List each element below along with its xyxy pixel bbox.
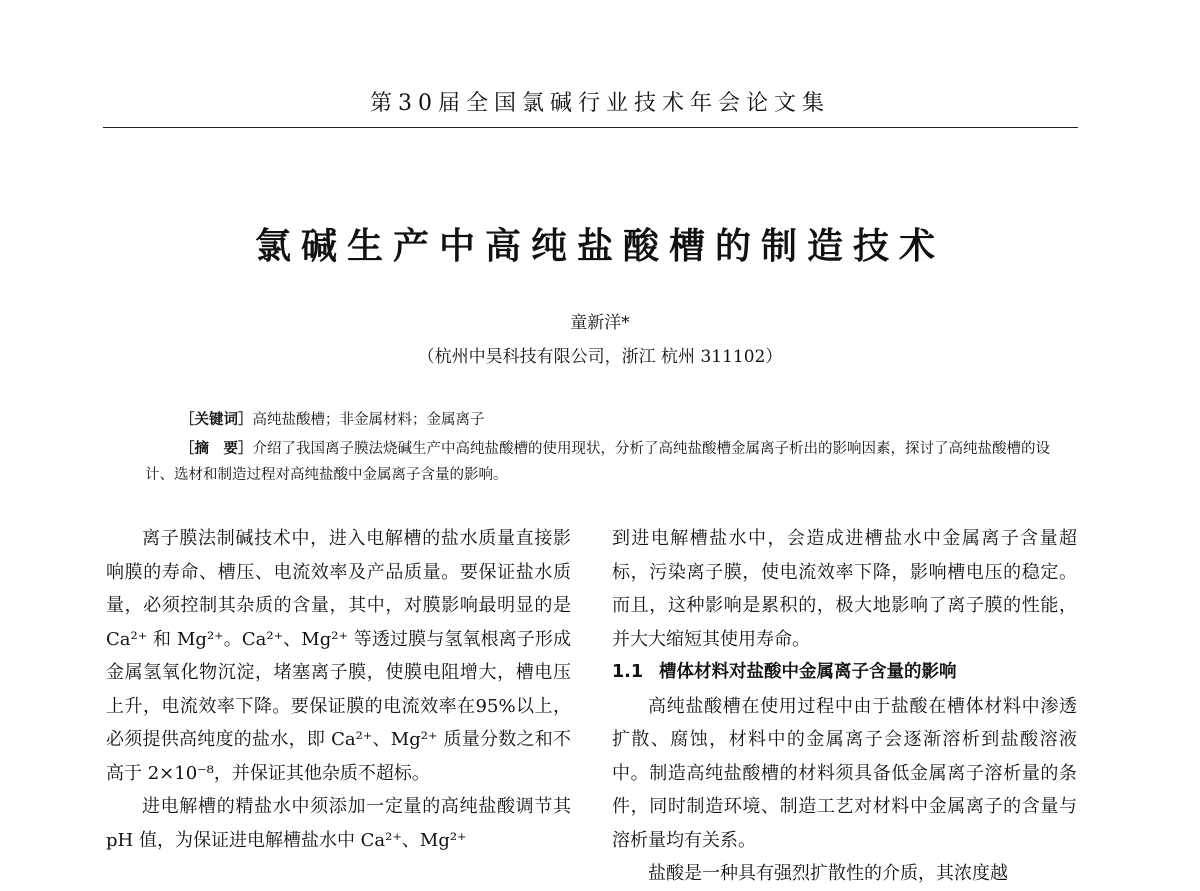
section-number: 1.1 bbox=[612, 662, 644, 682]
author-name: 童新洋* bbox=[570, 313, 630, 333]
body-column-right bbox=[612, 522, 1077, 891]
body-column-left bbox=[106, 522, 571, 857]
keywords-label: ［关键词］ bbox=[180, 412, 253, 428]
running-header: 第30届全国氯碱行业技术年会论文集 bbox=[370, 91, 830, 116]
author-affiliation: （杭州中昊科技有限公司，浙江 杭州 311102） bbox=[417, 347, 783, 367]
body-paragraph: 盐酸是一种具有强烈扩散性的介质，其浓度越 bbox=[648, 863, 1008, 884]
abstract-block bbox=[145, 436, 1055, 488]
abstract-text: 介绍了我国离子膜法烧碱生产中高纯盐酸槽的使用现状，分析了高纯盐酸槽金属离子析出的影响因素，探讨了高纯盐酸槽的设计、选材和制造过程对高纯盐酸中金属离子含量的影响。 bbox=[145, 441, 1050, 483]
body-paragraph: 进电解槽的精盐水中须添加一定量的高纯盐酸调节其 pH 值，为保证进电解槽盐水中 Ca²⁺、Mg²⁺ bbox=[106, 796, 571, 851]
body-paragraph: 高纯盐酸槽在使用过程中由于盐酸在槽体材料中渗透扩散、腐蚀，材料中的金属离子会逐渐溶析到盐酸溶液中。制造高纯盐酸槽的材料须具备低金属离子溶析量的条件，同时制造环境、制造工艺对材料中金属离子的含量与溶析量均有关系。 bbox=[612, 695, 1077, 851]
article-title: 氯碱生产中高纯盐酸槽的制造技术 bbox=[254, 225, 945, 267]
body-paragraph: 到进电解槽盐水中，会造成进槽盐水中金属离子含量超标，污染离子膜，使电流效率下降，影响槽电压的稳定。而且，这种影响是累积的，极大地影响了离子膜的性能，并大大缩短其使用寿命。 bbox=[612, 528, 1077, 650]
header-divider bbox=[103, 127, 1078, 128]
keywords-line bbox=[180, 408, 1060, 429]
abstract-label: ［摘 要］ bbox=[180, 441, 253, 457]
section-title: 槽体材料对盐酸中金属离子含量的影响 bbox=[659, 662, 957, 682]
section-heading bbox=[612, 656, 1077, 690]
keywords-text: 高纯盐酸槽；非金属材料；金属离子 bbox=[252, 412, 485, 428]
body-paragraph: 离子膜法制碱技术中，进入电解槽的盐水质量直接影响膜的寿命、槽压、电流效率及产品质量。要保证盐水质量，必须控制其杂质的含量，其中，对膜影响最明显的是 Ca²⁺ 和 Mg²⁺。Ca²⁺、Mg²⁺ 等透过膜与氢氧根离子形成金属氢氧化物沉淀，堵塞离子膜，使膜电阻增大，槽电压上升，电流效率下降。要保证膜的电流效率在95%以上，必须提供高纯度的盐水，即 Ca²⁺、Mg²⁺ 质量分数之和不高于 2×10⁻⁸，并保证其他杂质不超标。 bbox=[106, 528, 571, 784]
